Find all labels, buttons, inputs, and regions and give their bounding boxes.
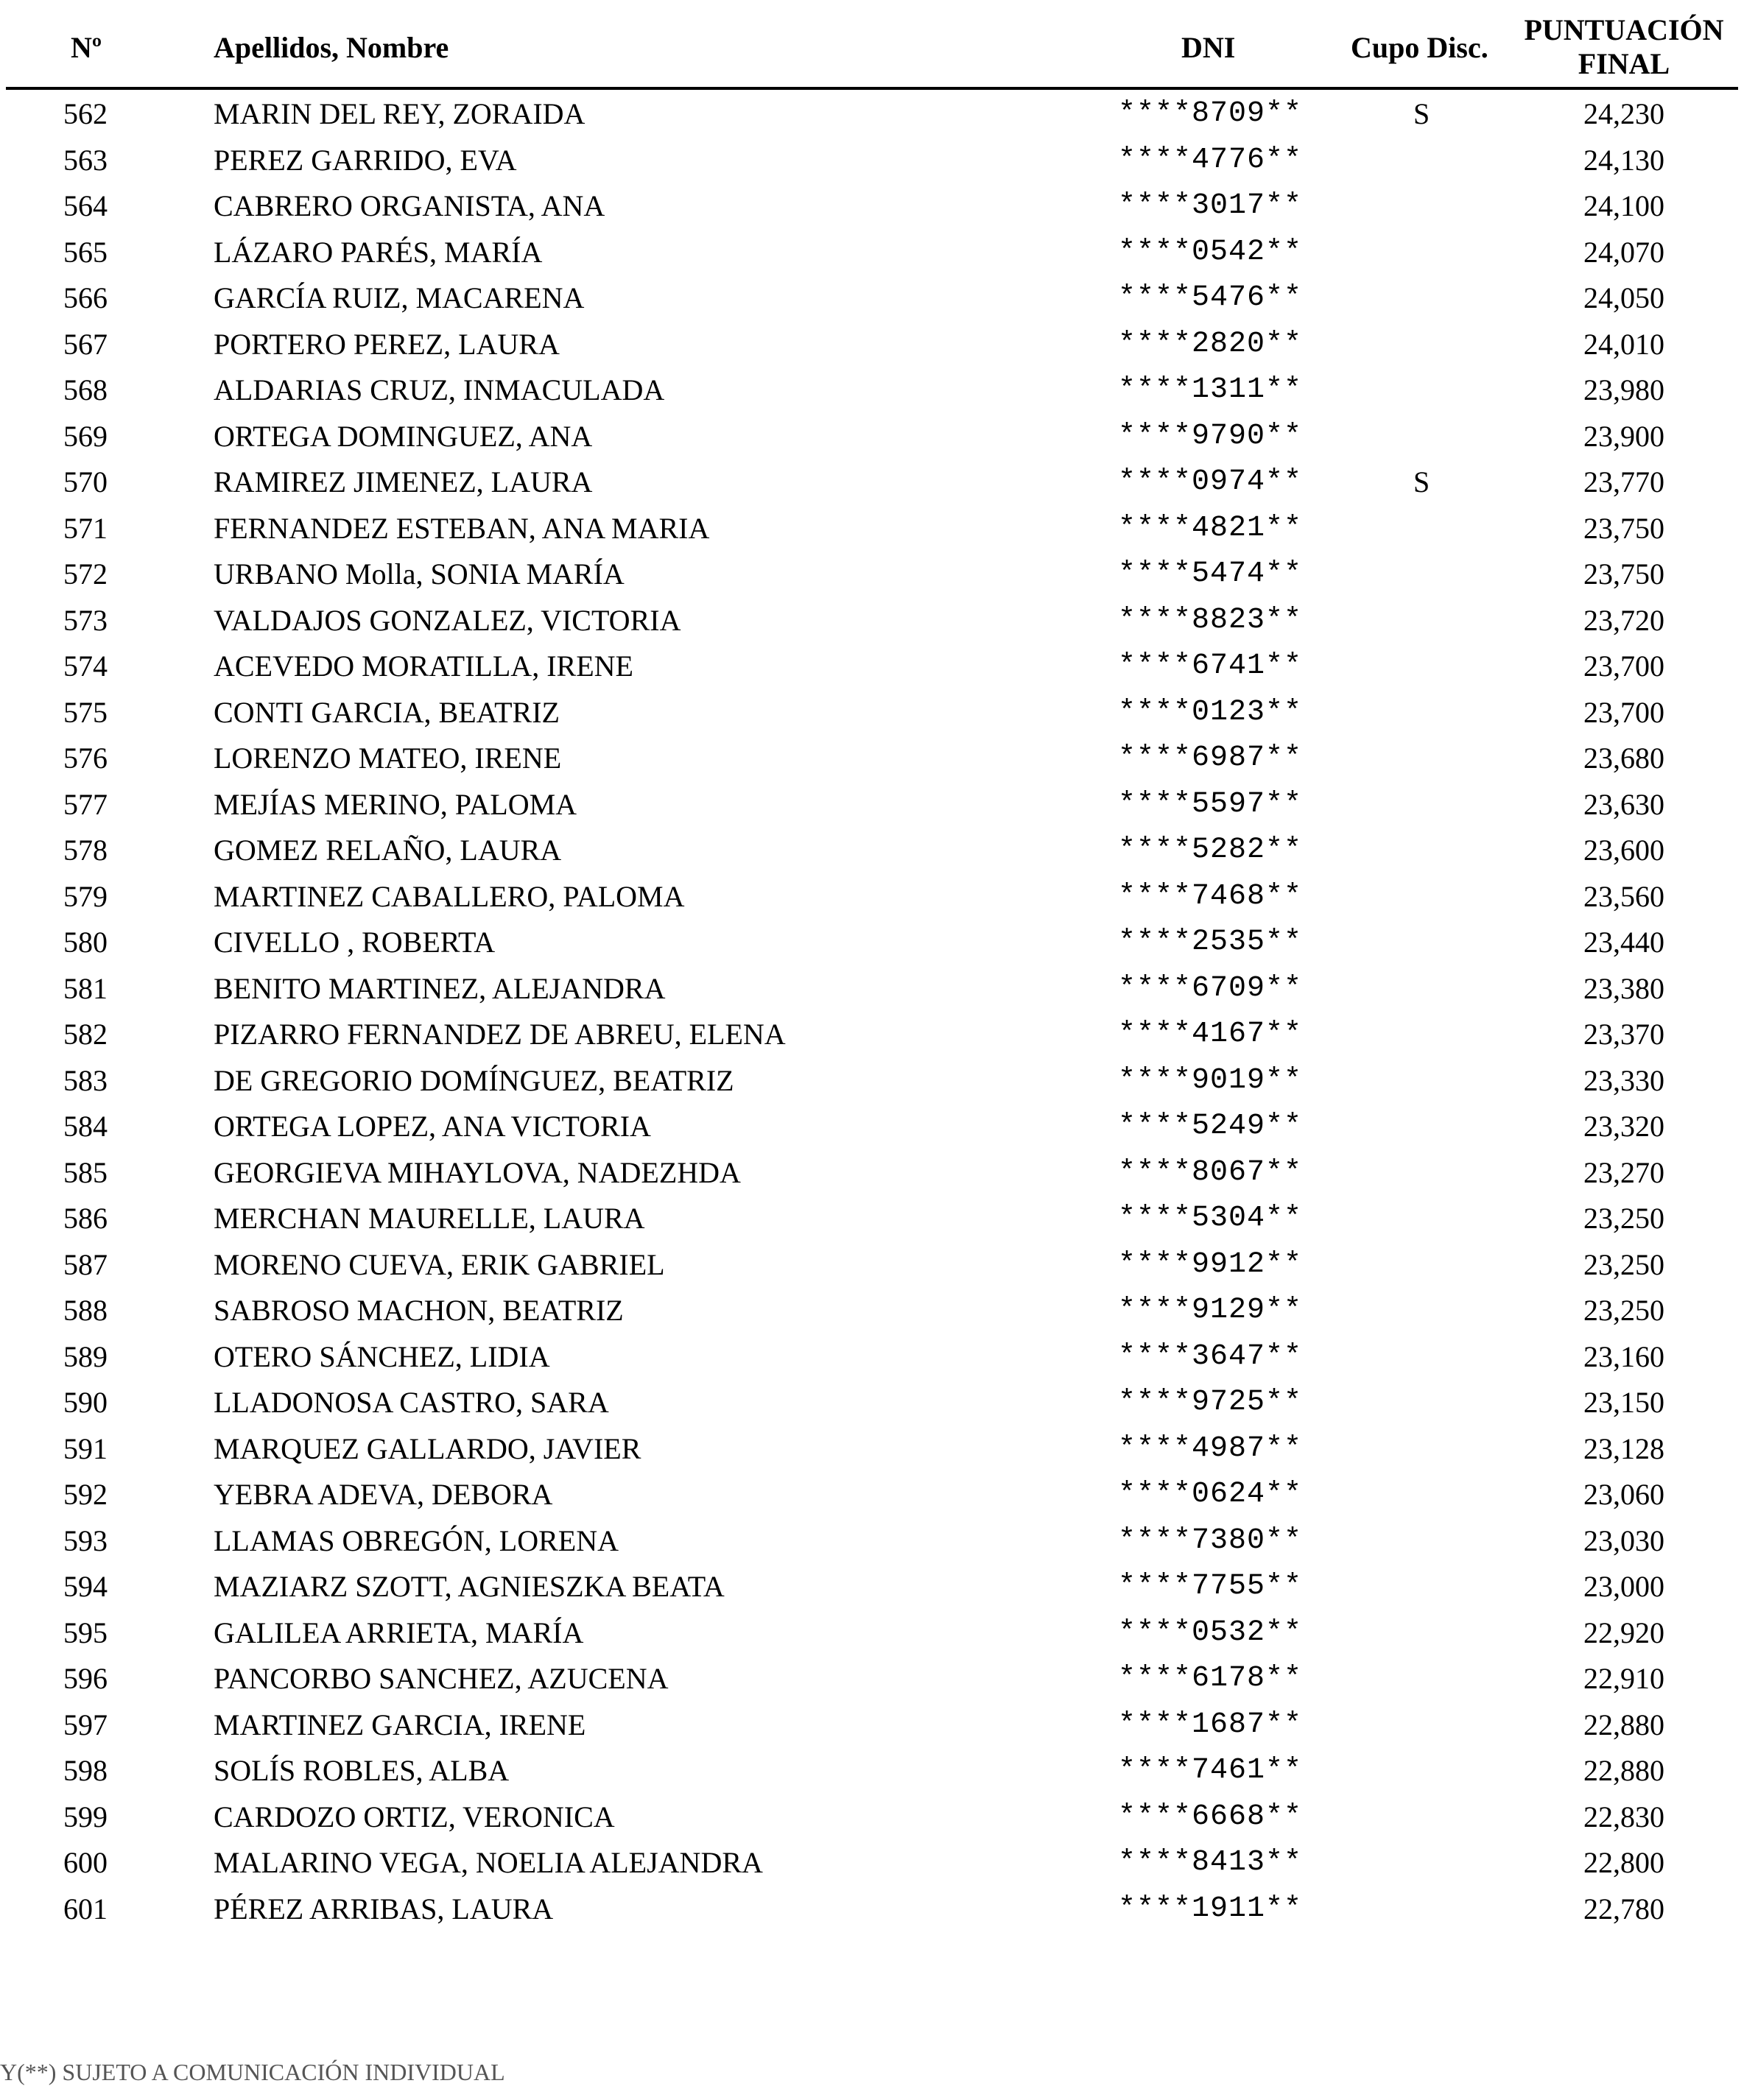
row-number: 564 [63,189,108,222]
row-number: 563 [63,143,108,177]
table-row [0,833,1744,879]
table-row [0,1385,1744,1431]
row-dni: ****5249** [1118,1110,1303,1143]
row-name: MALARINO VEGA, NOELIA ALEJANDRA [214,1846,763,1879]
row-dni: ****2820** [1118,327,1303,361]
row-number: 568 [63,373,108,406]
row-dni: ****9790** [1118,419,1303,453]
row-name: VALDAJOS GONZALEZ, VICTORIA [214,603,681,637]
table-row [0,1477,1744,1523]
table-row [0,1201,1744,1247]
header-number: Nº [71,31,102,64]
row-dni: ****4167** [1118,1018,1303,1051]
table-row [0,235,1744,281]
row-number: 593 [63,1523,108,1557]
footer-note: Y(**) SUJETO A COMUNICACIÓN INDIVIDUAL [0,2059,505,2085]
row-score: 23,630 [1583,787,1664,821]
row-dni: ****0624** [1118,1478,1303,1511]
row-dni: ****7380** [1118,1523,1303,1557]
row-number: 569 [63,419,108,453]
row-name: MERCHAN MAURELLE, LAURA [214,1202,645,1235]
row-dni: ****8413** [1118,1846,1303,1879]
row-name: OTERO SÁNCHEZ, LIDIA [214,1339,550,1373]
row-score: 23,000 [1583,1570,1664,1603]
row-name: ORTEGA DOMINGUEZ, ANA [214,419,593,453]
row-name: BENITO MARTINEZ, ALEJANDRA [214,971,666,1005]
row-number: 589 [63,1339,108,1373]
table-row [0,649,1744,695]
header-cupo: Cupo Disc. [1351,31,1488,64]
row-score: 23,160 [1583,1339,1664,1373]
table-row [0,1615,1744,1662]
table-row [0,1063,1744,1110]
row-name: CABRERO ORGANISTA, ANA [214,189,605,222]
row-number: 601 [63,1892,108,1925]
row-name: ACEVEDO MORATILLA, IRENE [214,649,633,683]
row-score: 23,900 [1583,419,1664,453]
row-number: 567 [63,327,108,361]
row-name: CARDOZO ORTIZ, VERONICA [214,1800,615,1833]
table-row [0,1569,1744,1615]
row-name: PIZARRO FERNANDEZ DE ABREU, ELENA [214,1018,786,1051]
row-name: PÉREZ ARRIBAS, LAURA [214,1892,554,1925]
row-score: 22,920 [1583,1615,1664,1649]
row-number: 576 [63,741,108,775]
header-score [1513,13,1734,81]
row-score: 23,030 [1583,1523,1664,1557]
row-name: PEREZ GARRIDO, EVA [214,143,517,177]
row-name: MAZIARZ SZOTT, AGNIESZKA BEATA [214,1570,725,1603]
row-name: MORENO CUEVA, ERIK GABRIEL [214,1247,665,1281]
row-name: CIVELLO , ROBERTA [214,926,496,959]
row-score: 23,770 [1583,465,1664,498]
row-score: 23,250 [1583,1247,1664,1281]
row-score: 22,880 [1583,1754,1664,1787]
row-number: 581 [63,971,108,1005]
row-name: SABROSO MACHON, BEATRIZ [214,1294,624,1327]
row-name: ORTEGA LOPEZ, ANA VICTORIA [214,1110,651,1143]
row-cupo: S [1413,97,1430,130]
row-score: 22,910 [1583,1662,1664,1695]
table-row [0,327,1744,373]
row-score: 23,750 [1583,557,1664,591]
table-row [0,465,1744,511]
row-score: 23,720 [1583,603,1664,637]
row-name: LORENZO MATEO, IRENE [214,741,562,775]
row-name: GOMEZ RELAÑO, LAURA [214,834,562,867]
table-row [0,971,1744,1018]
row-number: 598 [63,1754,108,1787]
table-row [0,96,1744,143]
row-dni: ****2535** [1118,926,1303,959]
table-body [0,96,1744,1937]
table-row [0,1708,1744,1754]
table-row [0,143,1744,189]
row-score: 23,700 [1583,649,1664,683]
row-name: MARTINEZ GARCIA, IRENE [214,1708,586,1741]
table-row [0,188,1744,235]
row-score: 23,980 [1583,373,1664,406]
row-score: 23,060 [1583,1478,1664,1511]
row-number: 587 [63,1247,108,1281]
row-name: MEJÍAS MERINO, PALOMA [214,787,577,821]
row-dni: ****7461** [1118,1754,1303,1787]
header-name: Apellidos, Nombre [214,31,449,64]
table-row [0,1523,1744,1570]
row-dni: ****5597** [1118,787,1303,821]
row-name: LÁZARO PARÉS, MARÍA [214,235,543,269]
row-number: 566 [63,281,108,314]
row-score: 23,270 [1583,1155,1664,1189]
table-row [0,557,1744,603]
row-dni: ****0532** [1118,1615,1303,1649]
table-row [0,1109,1744,1155]
row-name: FERNANDEZ ESTEBAN, ANA MARIA [214,511,710,545]
table-row [0,1661,1744,1708]
table-row [0,281,1744,327]
table-row [0,1800,1744,1846]
row-number: 577 [63,787,108,821]
row-name: MARQUEZ GALLARDO, JAVIER [214,1431,641,1465]
row-cupo: S [1413,465,1430,498]
row-number: 588 [63,1294,108,1327]
row-name: CONTI GARCIA, BEATRIZ [214,695,560,729]
row-score: 23,700 [1583,695,1664,729]
table-row [0,1293,1744,1339]
table-row [0,925,1744,971]
row-number: 600 [63,1846,108,1879]
row-number: 591 [63,1431,108,1465]
row-number: 565 [63,235,108,269]
row-score: 23,750 [1583,511,1664,545]
row-dni: ****8067** [1118,1155,1303,1189]
row-number: 592 [63,1478,108,1511]
row-number: 584 [63,1110,108,1143]
row-score: 23,330 [1583,1063,1664,1097]
row-name: YEBRA ADEVA, DEBORA [214,1478,553,1511]
table-row [0,1155,1744,1202]
row-score: 22,780 [1583,1892,1664,1925]
table-row [0,879,1744,926]
row-dni: ****5304** [1118,1202,1303,1235]
row-dni: ****5474** [1118,557,1303,591]
table-row [0,419,1744,465]
row-score: 23,440 [1583,926,1664,959]
row-dni: ****4987** [1118,1431,1303,1465]
table-row [0,695,1744,741]
table-row [0,603,1744,649]
row-name: SOLÍS ROBLES, ALBA [214,1754,510,1787]
row-number: 582 [63,1018,108,1051]
row-number: 580 [63,926,108,959]
row-score: 23,250 [1583,1294,1664,1327]
row-number: 586 [63,1202,108,1235]
row-number: 596 [63,1662,108,1695]
row-score: 22,830 [1583,1800,1664,1833]
row-dni: ****1311** [1118,373,1303,406]
row-score: 22,880 [1583,1708,1664,1741]
row-score: 22,800 [1583,1846,1664,1879]
row-dni: ****9912** [1118,1247,1303,1281]
row-score: 23,320 [1583,1110,1664,1143]
table-row [0,741,1744,787]
row-score: 24,050 [1583,281,1664,314]
table-row [0,1845,1744,1892]
row-score: 24,100 [1583,189,1664,222]
row-dni: ****6987** [1118,741,1303,775]
row-number: 594 [63,1570,108,1603]
row-name: GALILEA ARRIETA, MARÍA [214,1615,584,1649]
row-dni: ****7755** [1118,1570,1303,1603]
row-dni: ****0974** [1118,465,1303,498]
row-dni: ****4776** [1118,143,1303,177]
table-row [0,1017,1744,1063]
row-number: 573 [63,603,108,637]
row-score: 23,380 [1583,971,1664,1005]
row-name: LLAMAS OBREGÓN, LORENA [214,1523,619,1557]
row-name: ALDARIAS CRUZ, INMACULADA [214,373,665,406]
row-score: 24,070 [1583,235,1664,269]
row-name: DE GREGORIO DOMÍNGUEZ, BEATRIZ [214,1063,734,1097]
table-row [0,1431,1744,1478]
row-dni: ****9129** [1118,1294,1303,1327]
row-score: 23,128 [1583,1431,1664,1465]
row-name: GARCÍA RUIZ, MACARENA [214,281,585,314]
row-name: LLADONOSA CASTRO, SARA [214,1386,609,1419]
row-dni: ****8709** [1118,97,1303,130]
row-number: 578 [63,834,108,867]
row-number: 590 [63,1386,108,1419]
row-score: 23,370 [1583,1018,1664,1051]
row-dni: ****9725** [1118,1386,1303,1419]
row-number: 570 [63,465,108,498]
row-score: 23,600 [1583,834,1664,867]
row-score: 23,150 [1583,1386,1664,1419]
row-number: 574 [63,649,108,683]
header-dni: DNI [1181,31,1236,64]
table-header [0,0,1744,88]
row-score: 24,230 [1583,97,1664,130]
row-score: 23,680 [1583,741,1664,775]
row-number: 599 [63,1800,108,1833]
row-dni: ****0123** [1118,695,1303,729]
row-name: RAMIREZ JIMENEZ, LAURA [214,465,593,498]
row-number: 572 [63,557,108,591]
row-dni: ****8823** [1118,603,1303,637]
row-name: MARIN DEL REY, ZORAIDA [214,97,586,130]
row-dni: ****6668** [1118,1800,1303,1833]
row-number: 579 [63,879,108,913]
row-score: 23,560 [1583,879,1664,913]
row-dni: ****6709** [1118,971,1303,1005]
row-name: URBANO Molla, SONIA MARÍA [214,557,625,591]
table-row [0,1247,1744,1294]
header-score-line2: FINAL [1578,47,1670,80]
row-number: 595 [63,1615,108,1649]
row-dni: ****6178** [1118,1662,1303,1695]
row-number: 562 [63,97,108,130]
header-divider [6,87,1738,90]
row-score: 23,250 [1583,1202,1664,1235]
table-row [0,1339,1744,1386]
table-row [0,787,1744,834]
table-row [0,511,1744,557]
row-name: PORTERO PEREZ, LAURA [214,327,560,361]
row-name: MARTINEZ CABALLERO, PALOMA [214,879,685,913]
row-dni: ****9019** [1118,1063,1303,1097]
row-name: GEORGIEVA MIHAYLOVA, NADEZHDA [214,1155,741,1189]
row-number: 597 [63,1708,108,1741]
row-dni: ****0542** [1118,235,1303,269]
table-row [0,373,1744,419]
row-dni: ****5476** [1118,281,1303,314]
row-number: 575 [63,695,108,729]
row-dni: ****1911** [1118,1892,1303,1925]
row-dni: ****4821** [1118,511,1303,545]
row-number: 571 [63,511,108,545]
row-dni: ****5282** [1118,834,1303,867]
header-score-line1: PUNTUACIÓN [1524,13,1724,46]
row-dni: ****1687** [1118,1708,1303,1741]
row-name: PANCORBO SANCHEZ, AZUCENA [214,1662,669,1695]
row-dni: ****6741** [1118,649,1303,683]
row-number: 583 [63,1063,108,1097]
row-dni: ****3647** [1118,1339,1303,1373]
table-row [0,1753,1744,1800]
row-dni: ****7468** [1118,879,1303,913]
row-score: 24,010 [1583,327,1664,361]
row-score: 24,130 [1583,143,1664,177]
row-dni: ****3017** [1118,189,1303,222]
table-row [0,1892,1744,1938]
row-number: 585 [63,1155,108,1189]
